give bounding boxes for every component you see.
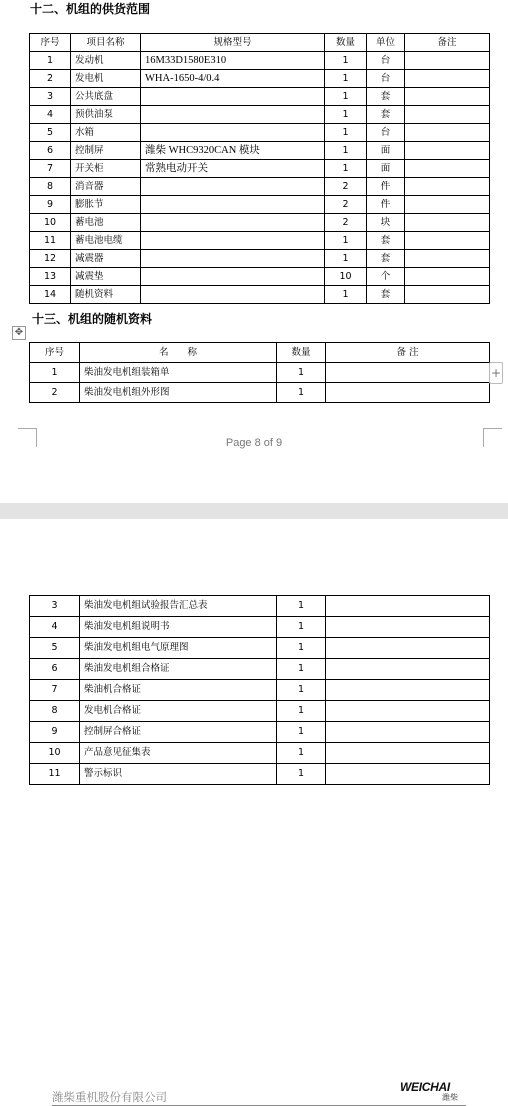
table-cell: 5 [30,124,71,142]
supply-scope-table [29,33,490,304]
col-header-qty: 数量 [325,34,367,52]
table-cell [326,383,490,403]
table-cell [405,196,490,214]
table-header-row [30,343,490,363]
table-cell: 块 [367,214,405,232]
table-cell: 柴油发电机组合格证 [80,659,277,680]
weichai-logo [400,1081,466,1101]
table-cell: 2 [325,178,367,196]
table-cell [141,88,325,106]
col-header-index: 序号 [30,34,71,52]
table-cell [326,659,490,680]
table-cell: 常熟电动开关 [141,160,325,178]
table-cell: 1 [325,160,367,178]
table-row [30,268,490,286]
table-cell: 3 [30,88,71,106]
table-cell: 警示标识 [80,764,277,785]
table-cell [141,196,325,214]
table-row [30,196,490,214]
table-cell: 10 [30,214,71,232]
table-cell: 2 [325,214,367,232]
col-header-item-name: 项目名称 [71,34,141,52]
table-cell [141,286,325,304]
table-row [30,214,490,232]
table-cell: 个 [367,268,405,286]
table-cell: 随机资料 [71,286,141,304]
table-cell: 13 [30,268,71,286]
col-header-index: 序号 [30,343,80,363]
add-column-button[interactable]: + [489,362,503,384]
table-cell [141,106,325,124]
table-cell: 套 [367,286,405,304]
table-cell: WHA-1650-4/0.4 [141,70,325,88]
table-cell: 减震器 [71,250,141,268]
table-cell: 控制屏 [71,142,141,160]
col-header-remark: 备 注 [326,343,490,363]
table-cell [141,124,325,142]
table-cell: 1 [277,743,326,764]
table-cell: 8 [30,178,71,196]
table-cell: 件 [367,178,405,196]
table-cell: 2 [325,196,367,214]
table-cell [405,70,490,88]
table-cell: 套 [367,232,405,250]
table-cell: 台 [367,70,405,88]
table-row [30,383,490,403]
table-cell: 面 [367,142,405,160]
table-cell [405,142,490,160]
table-cell: 4 [30,617,80,638]
table-cell [326,638,490,659]
table-cell [141,268,325,286]
table-cell: 套 [367,88,405,106]
table-cell: 1 [277,638,326,659]
table-cell: 1 [325,250,367,268]
table-cell: 蓄电池电缆 [71,232,141,250]
table-cell [141,250,325,268]
table-cell: 1 [277,722,326,743]
table-cell [326,701,490,722]
table-cell: 发动机 [71,52,141,70]
table-cell [405,52,490,70]
table-cell [405,268,490,286]
table-cell [326,722,490,743]
table-cell: 水箱 [71,124,141,142]
table-cell: 1 [277,701,326,722]
table-cell [405,160,490,178]
table-cell: 公共底盘 [71,88,141,106]
table-row [30,70,490,88]
logo-text: WEICHAI [400,1080,450,1094]
documents-table-part1 [29,342,490,403]
table-cell: 套 [367,250,405,268]
documents-table-part2 [29,595,490,785]
table-cell [405,106,490,124]
table-cell [141,178,325,196]
table-cell: 1 [325,88,367,106]
table-cell: 发电机 [71,70,141,88]
table-cell: 10 [325,268,367,286]
table-cell: 6 [30,659,80,680]
table-cell: 1 [277,659,326,680]
col-header-spec: 规格型号 [141,34,325,52]
table-cell: 7 [30,160,71,178]
table-cell: 套 [367,106,405,124]
table-cell: 柴油发电机组外形图 [80,383,277,403]
page-number: Page 8 of 9 [225,437,283,449]
table-row [30,124,490,142]
table-cell [326,617,490,638]
col-header-qty: 数量 [277,343,326,363]
table-cell [405,214,490,232]
table-cell: 1 [325,106,367,124]
table-cell: 柴油发电机组说明书 [80,617,277,638]
table-row [30,160,490,178]
table-cell: 柴油发电机组电气原理图 [80,638,277,659]
table-row [30,363,490,383]
table-cell [141,232,325,250]
table-cell [405,124,490,142]
table-cell [326,363,490,383]
table-row [30,596,490,617]
table-cell [405,178,490,196]
table-cell: 11 [30,764,80,785]
table-cell: 1 [30,363,80,383]
table-cell: 9 [30,196,71,214]
table-row [30,106,490,124]
table-cell: 消音器 [71,178,141,196]
table-cell [405,232,490,250]
table-row [30,701,490,722]
table-cell [326,743,490,764]
page-gap [0,503,508,519]
logo-text-chinese: 潍柴 [442,1093,458,1102]
table-cell: 8 [30,701,80,722]
table-cell: 2 [30,383,80,403]
table-cell: 1 [325,232,367,250]
table-cell [326,596,490,617]
table-cell: 1 [30,52,71,70]
table-row [30,142,490,160]
table-cell: 柴油发电机组装箱单 [80,363,277,383]
table-row [30,286,490,304]
table-cell: 柴油发电机组试验报告汇总表 [80,596,277,617]
document-page-8 [0,0,508,503]
col-header-name: 名 称 [80,343,277,363]
table-cell [141,214,325,232]
table-cell: 发电机合格证 [80,701,277,722]
table-row [30,659,490,680]
table-row [30,638,490,659]
table-row [30,250,490,268]
section-13-heading: 十三、机组的随机资料 [32,312,153,326]
table-cell: 1 [277,617,326,638]
table-cell: 1 [325,124,367,142]
table-cell: 10 [30,743,80,764]
table-cell [405,88,490,106]
table-cell: 面 [367,160,405,178]
table-cell: 产品意见征集表 [80,743,277,764]
company-name-header: 潍柴重机股份有限公司 [52,1090,167,1104]
table-row [30,617,490,638]
table-cell [326,764,490,785]
table-cell: 1 [325,142,367,160]
table-cell: 2 [30,70,71,88]
table-row [30,178,490,196]
table-cell: 潍柴 WHC9320CAN 模块 [141,142,325,160]
table-cell [326,680,490,701]
table-header-row [30,34,490,52]
table-cell [405,250,490,268]
col-header-remark: 备注 [405,34,490,52]
table-row [30,722,490,743]
table-cell: 1 [325,52,367,70]
table-cell: 9 [30,722,80,743]
table-cell: 膨胀节 [71,196,141,214]
table-cell: 1 [325,70,367,88]
table-cell: 12 [30,250,71,268]
table-cell: 开关柜 [71,160,141,178]
table-cell: 1 [277,363,326,383]
section-12-heading: 十二、机组的供货范围 [30,2,151,16]
table-cell: 控制屏合格证 [80,722,277,743]
table-cell: 1 [325,286,367,304]
table-move-handle-icon[interactable]: ✥ [12,326,26,340]
table-cell: 蓄电池 [71,214,141,232]
table-cell: 减震垫 [71,268,141,286]
table-cell: 14 [30,286,71,304]
table-cell: 1 [277,680,326,701]
table-cell: 台 [367,52,405,70]
col-header-unit: 单位 [367,34,405,52]
table-cell: 预供油泵 [71,106,141,124]
table-row [30,743,490,764]
table-cell: 1 [277,383,326,403]
table-row [30,88,490,106]
table-cell [405,286,490,304]
table-row [30,680,490,701]
table-row [30,764,490,785]
table-cell: 5 [30,638,80,659]
table-row [30,52,490,70]
table-cell: 16M33D1580E310 [141,52,325,70]
table-cell: 6 [30,142,71,160]
table-row [30,232,490,250]
table-cell: 7 [30,680,80,701]
table-cell: 1 [277,764,326,785]
table-cell: 11 [30,232,71,250]
table-cell: 件 [367,196,405,214]
table-cell: 柴油机合格证 [80,680,277,701]
table-cell: 3 [30,596,80,617]
table-cell: 台 [367,124,405,142]
table-cell: 4 [30,106,71,124]
table-cell: 1 [277,596,326,617]
